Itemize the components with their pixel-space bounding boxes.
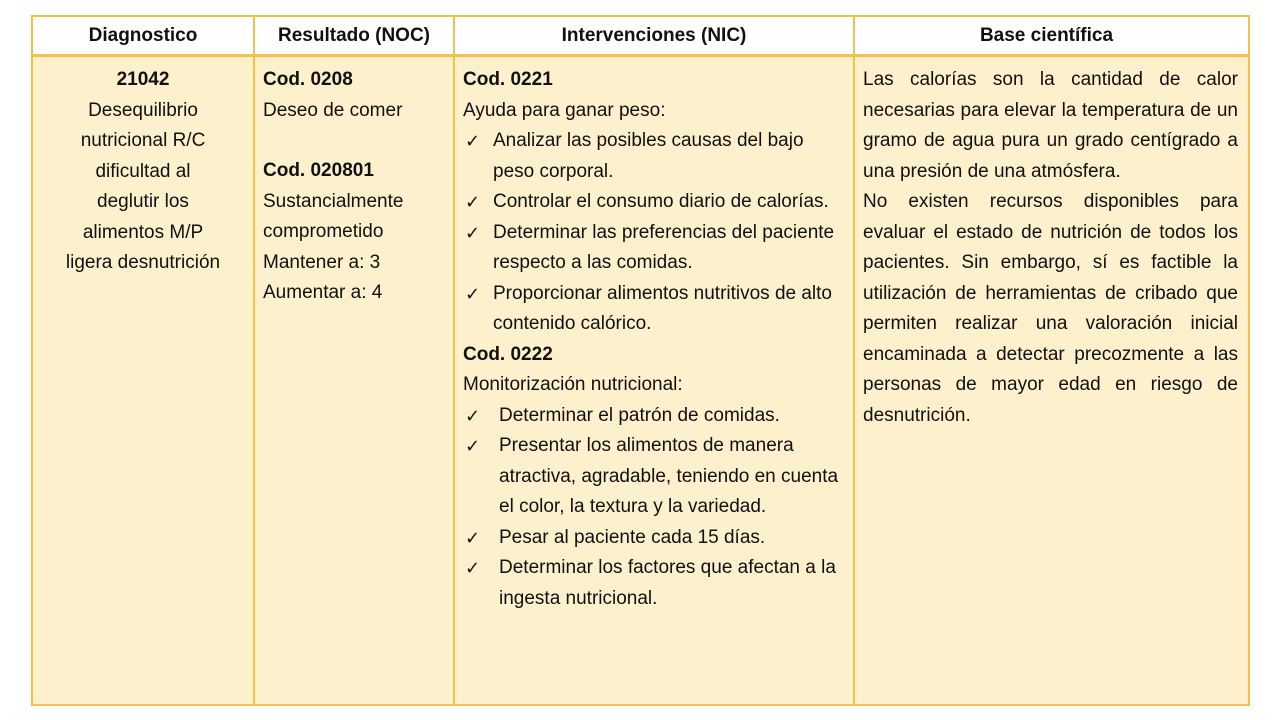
resultado-code-2: Cod. 020801 xyxy=(263,160,374,181)
resultado-line: Mantener a: 3 xyxy=(263,251,381,273)
table-row xyxy=(33,57,1248,704)
check-icon: ✓ xyxy=(465,131,481,151)
diagnostico-line: Desequilibrio xyxy=(88,99,198,121)
intervencion-list-2 xyxy=(463,401,845,615)
check-icon: ✓ xyxy=(465,192,481,212)
check-icon: ✓ xyxy=(465,283,481,304)
intervencion-code-2: Cod. 0222 xyxy=(463,343,553,365)
resultado-label-1: Deseo de comer xyxy=(263,99,403,121)
check-icon: ✓ xyxy=(465,405,481,426)
cell-base-cientifica xyxy=(855,57,1248,704)
header-intervenciones: Intervenciones (NIC) xyxy=(455,17,855,54)
header-base: Base científica xyxy=(979,24,1114,46)
resultado-line: Aumentar a: 4 xyxy=(263,282,383,303)
check-icon: ✓ xyxy=(465,436,481,456)
table-header xyxy=(33,17,1248,57)
list-item: ✓ Controlar el consumo diario de calorías. xyxy=(463,187,845,218)
resultado-code-1: Cod. 0208 xyxy=(263,69,353,90)
cell-intervenciones xyxy=(455,57,855,704)
header-resultado: Resultado (NOC) xyxy=(255,17,455,54)
diagnostico-line: deglutir los xyxy=(97,191,189,212)
list-item: ✓ Analizar las posibles causas del bajo peso corporal. xyxy=(463,126,845,187)
resultado-line: comprometido xyxy=(263,221,384,242)
base-paragraph-1: Las calorías son la cantidad de calor necesarias para elevar la temperatura de un gramo de agua pura un grado centígrado a una presión de una atmósfera. xyxy=(863,69,1238,182)
intervencion-title-1: Ayuda para ganar peso: xyxy=(463,99,666,121)
base-paragraph-2: No existen recursos disponibles para evaluar el estado de nutrición de todos los pacientes. Sin embargo, sí es factible la utilización de herramientas de cribado que permiten realizar una valoración inicial encaminada a detectar precozmente a las personas de mayor edad en riesgo de desnutrición. xyxy=(863,191,1238,426)
diagnostico-line: alimentos M/P xyxy=(82,221,204,243)
intervencion-title-2: Monitorización nutricional: xyxy=(463,374,683,395)
diagnostico-line: dificultad al xyxy=(95,160,191,182)
cell-resultado xyxy=(255,57,455,704)
diagnostico-line: nutricional R/C xyxy=(80,130,206,151)
diagnostico-line: ligera desnutrición xyxy=(65,252,221,273)
resultado-line: Sustancialmente xyxy=(263,190,404,212)
list-item: ✓ Determinar el patrón de comidas. xyxy=(463,401,845,432)
diagnostico-code: 21042 xyxy=(116,69,170,90)
intervencion-list-1 xyxy=(463,126,845,340)
intervencion-code-1: Cod. 0221 xyxy=(463,69,553,90)
list-item: ✓ Presentar los alimentos de manera atractiva, agradable, teniendo en cuenta el color, la textura y la variedad. xyxy=(463,431,845,523)
header-diagnostico: Diagnostico xyxy=(33,17,255,54)
cell-diagnostico xyxy=(33,57,255,704)
list-item: ✓ Determinar las preferencias del paciente respecto a las comidas. xyxy=(463,218,845,279)
check-icon: ✓ xyxy=(465,222,481,243)
check-icon: ✓ xyxy=(465,527,481,548)
list-item: ✓ Determinar los factores que afectan a la ingesta nutricional. xyxy=(463,553,845,614)
list-item: ✓ Pesar al paciente cada 15 días. xyxy=(463,523,845,554)
care-plan-table xyxy=(31,15,1250,706)
check-icon: ✓ xyxy=(465,558,481,578)
list-item: ✓ Proporcionar alimentos nutritivos de alto contenido calórico. xyxy=(463,279,845,340)
